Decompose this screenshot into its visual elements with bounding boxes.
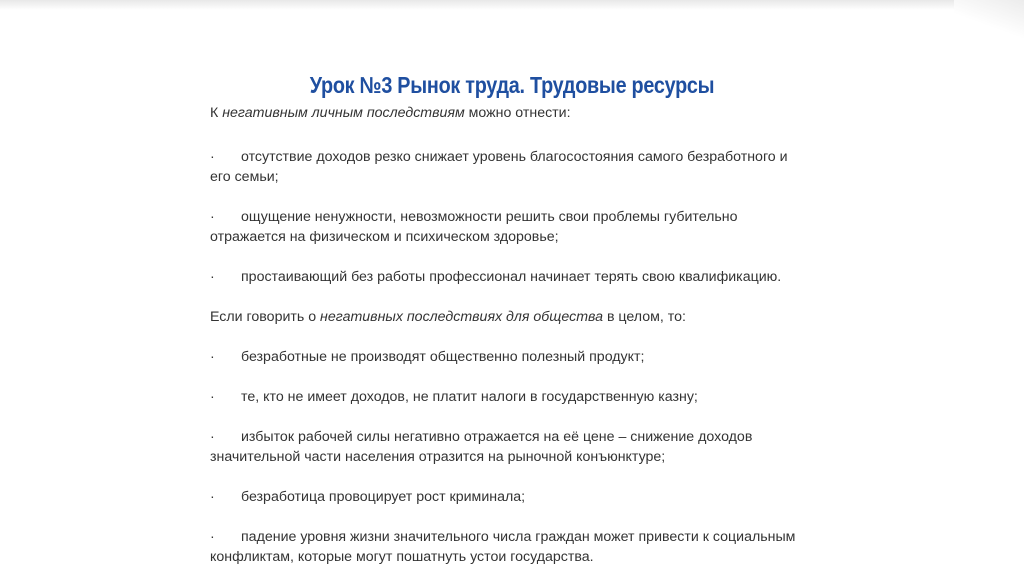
intro-personal-emphasis: негативным личным последствиям (222, 105, 465, 121)
list-item (210, 487, 810, 507)
list-item-text: простаивающий без работы профессионал начинает терять свою квалификацию. (241, 269, 782, 285)
list-item-text: те, кто не имеет доходов, не платит налоги в государственную казну; (241, 389, 698, 405)
list-item (210, 387, 810, 407)
bullet-dot: · (210, 149, 215, 165)
list-item-text: падение уровня жизни значительного числа граждан может привести к социальным конфликтам, которые могут пошатнуть устои государства. (210, 529, 796, 565)
list-item (210, 267, 810, 287)
list-item (210, 527, 810, 567)
intro-society-emphasis: негативных последствиях для общества (320, 309, 603, 325)
bullet-dot: · (210, 209, 215, 225)
list-item (210, 147, 810, 187)
bullet-dot: · (210, 429, 215, 445)
slide-title: Урок №3 Рынок труда. Трудовые ресурсы (309, 72, 715, 98)
list-item-text: безработные не производят общественно полезный продукт; (241, 349, 645, 365)
intro-personal (210, 103, 810, 123)
intro-society-prefix: Если говорить о (210, 309, 321, 325)
list-item-text: отсутствие доходов резко снижает уровень благосостояния самого безработного и его семьи; (210, 149, 788, 185)
list-item-text: безработица провоцирует рост криминала; (241, 489, 526, 505)
bullet-dot: · (210, 269, 215, 285)
bullet-dot: · (210, 389, 215, 405)
bullet-dot: · (210, 489, 215, 505)
list-item (210, 427, 810, 467)
list-item (210, 347, 810, 367)
intro-personal-suffix: можно отнести: (464, 105, 571, 121)
list-item-text: избыток рабочей силы негативно отражается на её цене – снижение доходов значительной части населения отразится на рыночной конъюнктуре; (210, 429, 753, 465)
intro-society (210, 307, 810, 327)
intro-society-suffix: в целом, то: (603, 309, 686, 325)
list-item (210, 207, 810, 247)
intro-personal-prefix: К (210, 105, 223, 121)
bullet-dot: · (210, 529, 215, 545)
bullet-dot: · (210, 349, 215, 365)
list-item-text: ощущение ненужности, невозможности решить свои проблемы губительно отражается на физическом и психическом здоровье; (210, 209, 738, 245)
slide-body (210, 103, 810, 567)
